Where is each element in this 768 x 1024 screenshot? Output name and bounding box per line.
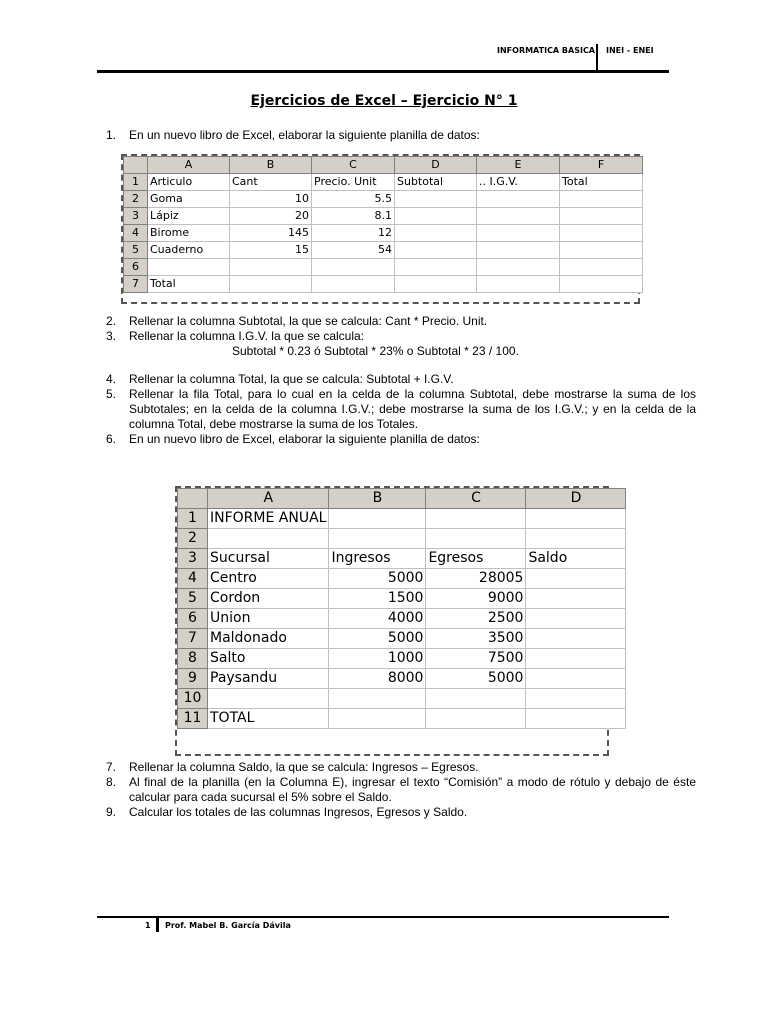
row-header: 10 [178,689,208,709]
cell [526,569,626,589]
cell: 4000 [329,609,426,629]
table-row [124,191,643,208]
cell [230,276,312,293]
cell [477,242,560,259]
cell [526,629,626,649]
row-header: 5 [178,589,208,609]
row-header: 7 [124,276,148,293]
cell [560,276,643,293]
cell: 1500 [329,589,426,609]
column-header: D [526,489,626,509]
cell: 28005 [426,569,526,589]
item-number: 1. [106,128,117,142]
cell [477,225,560,242]
cell [526,649,626,669]
cell: 15 [230,242,312,259]
table-row [178,709,626,729]
column-header: C [426,489,526,509]
item-number: 4. [106,372,117,386]
cell: Precio. Unit [312,174,395,191]
item-number: 6. [106,432,117,446]
cell [477,191,560,208]
footer-separator [156,918,159,932]
cell: 8.1 [312,208,395,225]
item-text: Al final de la planilla (en la Columna E), ingresar el texto “Comisión” a modo de rótulo y debajo de éste calcular para cada sucursal el 5% sobre el Saldo. [129,775,696,804]
column-header-row [124,157,643,174]
cell: Cuaderno [148,242,230,259]
cell [426,529,526,549]
cell [526,529,626,549]
table-row [178,609,626,629]
cell [312,276,395,293]
cell [329,509,426,529]
item-text: Rellenar la fila Total, para lo cual en la celda de la columna Subtotal, debe mostrarse la suma de los Subtotales; en la celda de la columna I.G.V.; debe mostrarse la suma de los I.G.V.; y en la celda de la columna Total, debe mostrarse la suma de los Totales. [129,387,696,431]
table-row [124,259,643,276]
item-text: En un nuevo libro de Excel, elaborar la siguiente planilla de datos: [129,432,480,446]
cell [395,276,477,293]
cell: 20 [230,208,312,225]
cell: 1000 [329,649,426,669]
cell: 145 [230,225,312,242]
cell: INFORME ANUAL [208,509,329,529]
cell: Egresos [426,549,526,569]
row-header: 2 [124,191,148,208]
item-text: Calcular los totales de las columnas Ingresos, Egresos y Saldo. [129,805,468,819]
list-item [106,314,696,329]
cell: TOTAL [208,709,329,729]
table-row [178,589,626,609]
cell [329,529,426,549]
row-header: 7 [178,629,208,649]
item-number: 5. [106,387,117,401]
spreadsheet-informe-anual [177,488,626,729]
cell [560,259,643,276]
cell [526,689,626,709]
table-row [178,549,626,569]
cell [426,509,526,529]
header-institution: INEI - ENEI [606,46,654,55]
cell [395,259,477,276]
cell: 5000 [329,569,426,589]
cell [395,242,477,259]
list-item [106,329,696,359]
cell: Lápiz [148,208,230,225]
cell [477,259,560,276]
column-header: B [329,489,426,509]
exercise-list-b [106,314,696,359]
cell [426,709,526,729]
table-row [178,529,626,549]
corner-cell [124,157,148,174]
row-header: 8 [178,649,208,669]
cell: Union [208,609,329,629]
cell: Saldo [526,549,626,569]
row-header: 4 [124,225,148,242]
cell [526,509,626,529]
row-header: 1 [178,509,208,529]
list-item [106,372,696,387]
table-row [178,669,626,689]
cell: Salto [208,649,329,669]
item-text: Rellenar la columna I.G.V. la que se calcula: [129,329,365,343]
column-header: E [477,157,560,174]
formula-text: Subtotal * 0.23 ó Subtotal * 23% o Subtotal * 23 / 100. [232,344,519,358]
exercise-list-d [106,760,696,820]
footer-rule [97,916,669,918]
cell: Goma [148,191,230,208]
column-header: B [230,157,312,174]
table-row [124,225,643,242]
cell: 9000 [426,589,526,609]
cell [526,609,626,629]
table-row [124,174,643,191]
row-header: 5 [124,242,148,259]
column-header: F [560,157,643,174]
column-header: C [312,157,395,174]
page-title: Ejercicios de Excel – Ejercicio N° 1 [250,93,518,109]
footer-author: Prof. Mabel B. García Dávila [165,921,291,930]
list-item [106,128,696,143]
table-row [178,629,626,649]
item-text: Rellenar la columna Subtotal, la que se calcula: Cant * Precio. Unit. [129,314,488,328]
cell: 5000 [426,669,526,689]
cell [312,259,395,276]
cell: Paysandu [208,669,329,689]
cell [526,709,626,729]
cell [395,225,477,242]
list-item [106,387,696,432]
row-header: 2 [178,529,208,549]
item-number: 9. [106,805,117,819]
cell [477,208,560,225]
header-separator [596,44,598,71]
list-item [106,432,696,447]
item-text: Rellenar la columna Total, la que se calcula: Subtotal + I.G.V. [129,372,454,386]
cell [426,689,526,709]
cell [395,208,477,225]
cell: 3500 [426,629,526,649]
item-text: En un nuevo libro de Excel, elaborar la siguiente planilla de datos: [129,128,480,142]
exercise-list-c [106,372,696,447]
cell [395,191,477,208]
header-rule [97,70,669,73]
header-course: INFORMATICA BASICA [497,46,595,55]
list-item [106,775,696,805]
cell: Total [148,276,230,293]
cell: Cant [230,174,312,191]
table-row [178,689,626,709]
cell [560,225,643,242]
cell: Total [560,174,643,191]
cell: 2500 [426,609,526,629]
item-text: Rellenar la columna Saldo, la que se calcula: Ingresos – Egresos. [129,760,479,774]
row-header: 9 [178,669,208,689]
cell: 5000 [329,629,426,649]
row-header: 3 [124,208,148,225]
list-item [106,760,696,775]
corner-cell [178,489,208,509]
cell: Birome [148,225,230,242]
cell [208,529,329,549]
list-item [106,805,696,820]
cell: 12 [312,225,395,242]
spreadsheet-articulos [123,156,643,293]
cell [526,669,626,689]
cell: .. I.G.V. [477,174,560,191]
column-header: A [208,489,329,509]
cell: 10 [230,191,312,208]
column-header: D [395,157,477,174]
column-header: A [148,157,230,174]
row-header: 6 [124,259,148,276]
cell [477,276,560,293]
cell: Ingresos [329,549,426,569]
row-header: 6 [178,609,208,629]
cell: Centro [208,569,329,589]
cell [526,589,626,609]
column-header-row [178,489,626,509]
cell: Subtotal [395,174,477,191]
item-number: 3. [106,329,117,343]
table-row [178,569,626,589]
cell: 5.5 [312,191,395,208]
cell [208,689,329,709]
cell [230,259,312,276]
table-row [178,509,626,529]
page-number: 1 [145,921,151,930]
table-row [124,242,643,259]
cell [329,689,426,709]
table-row [124,276,643,293]
cell [560,242,643,259]
item-number: 7. [106,760,117,774]
exercise-list-a [106,128,696,143]
cell: 7500 [426,649,526,669]
table-row [178,649,626,669]
cell [560,191,643,208]
row-header: 3 [178,549,208,569]
table-row [124,208,643,225]
cell: 54 [312,242,395,259]
row-header: 4 [178,569,208,589]
cell: 8000 [329,669,426,689]
cell [560,208,643,225]
cell [329,709,426,729]
cell: Articulo [148,174,230,191]
item-number: 8. [106,775,117,789]
cell: Cordon [208,589,329,609]
cell: Maldonado [208,629,329,649]
item-number: 2. [106,314,117,328]
row-header: 1 [124,174,148,191]
cell: Sucursal [208,549,329,569]
row-header: 11 [178,709,208,729]
cell [148,259,230,276]
